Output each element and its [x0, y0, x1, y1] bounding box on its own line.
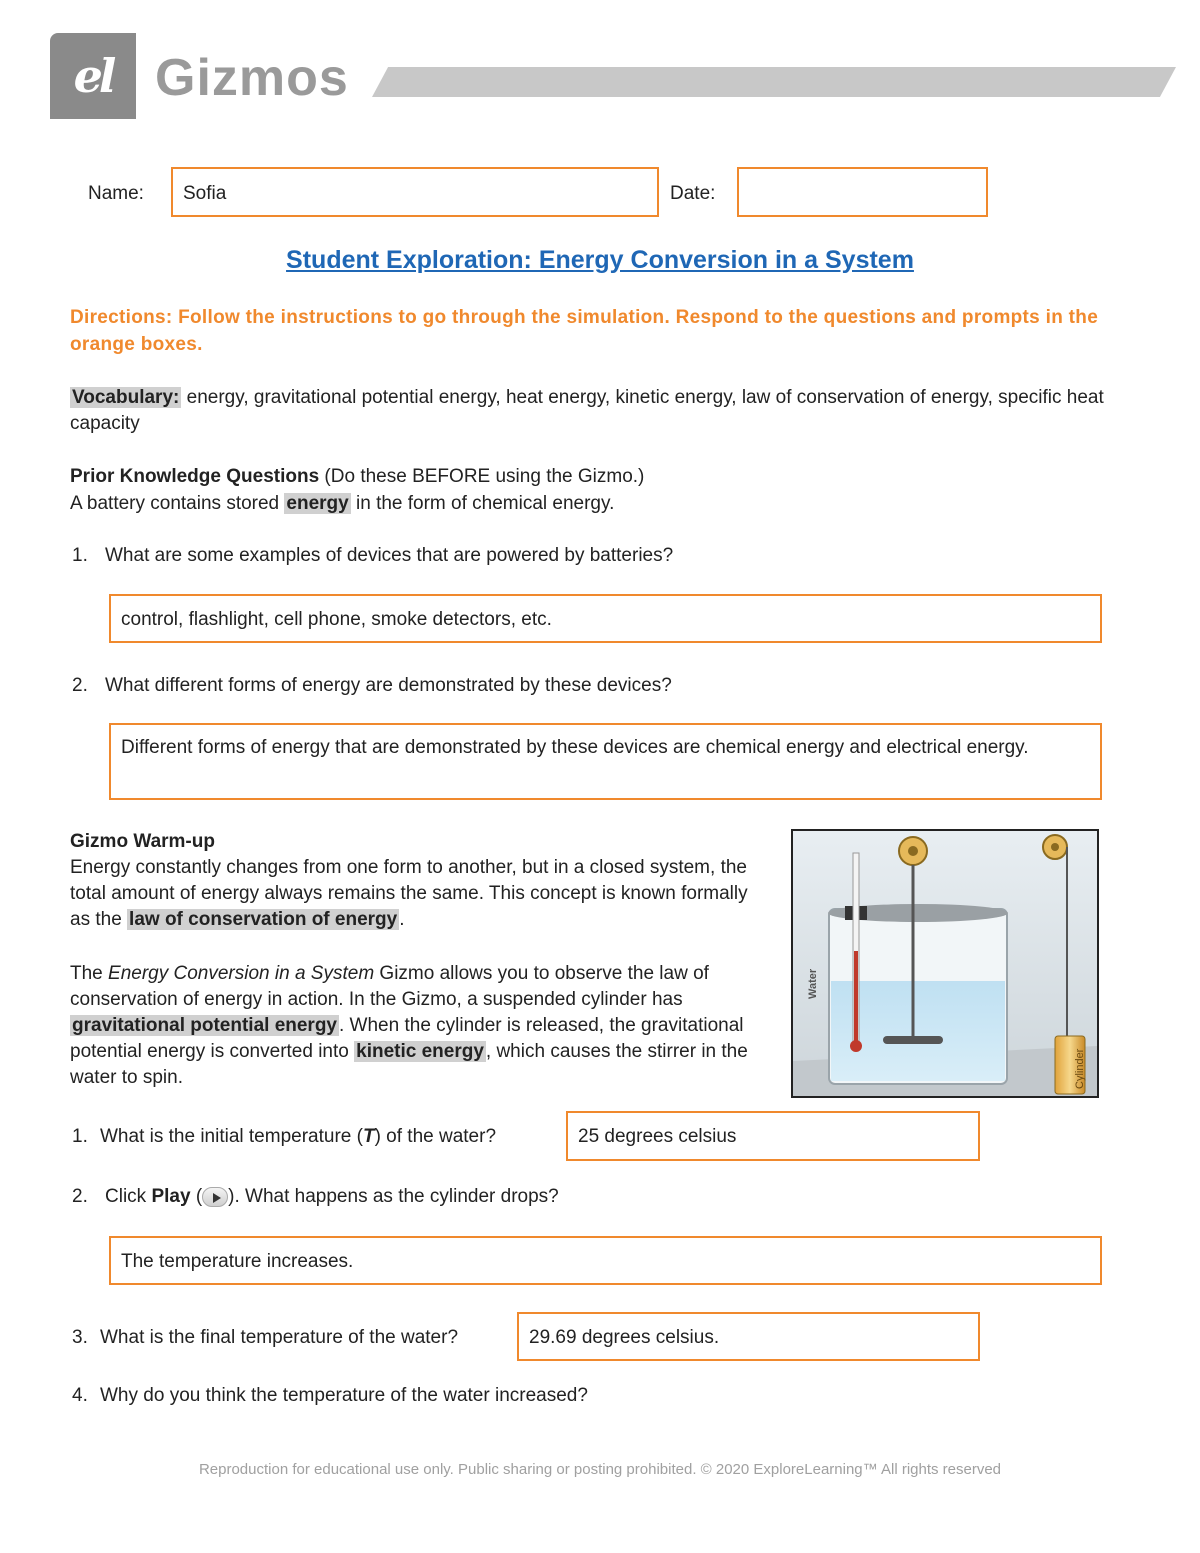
warmup-heading: Gizmo Warm-up: [70, 831, 215, 852]
brand-name: Gizmos: [155, 49, 349, 107]
q1-text-a: What is the initial temperature (: [100, 1126, 363, 1147]
warmup-answer-1[interactable]: 25 degrees celsius: [566, 1111, 980, 1161]
prior-intro: [70, 491, 1130, 517]
vocab-term-energy: energy: [286, 493, 349, 514]
name-label: Name:: [88, 183, 144, 204]
warmup-question-1-number: 1.: [72, 1126, 88, 1147]
warmup-paragraph-2: [70, 961, 780, 1091]
vocab-term-gpe: gravitational potential energy: [72, 1015, 337, 1036]
gizmo-simulation-image: [791, 829, 1099, 1098]
temperature-variable: T: [362, 1126, 375, 1147]
warmup-p1-before: Energy constantly changes from one form to another, but in a closed system, the total amount of energy always remains the same. This concept is known formally as the: [70, 857, 748, 930]
prior-question-1-number: 1.: [72, 545, 88, 566]
q1-text-b: ) of the water?: [374, 1126, 497, 1147]
warmup-question-2: [105, 1184, 559, 1210]
warmup-p2-a: The: [70, 963, 109, 984]
date-field[interactable]: [737, 167, 988, 217]
prior-knowledge-heading: [70, 464, 1130, 490]
prior-question-1: What are some examples of devices that are powered by batteries?: [105, 545, 674, 566]
cylinder-label: Cylinder: [1074, 1048, 1086, 1089]
vocabulary-paragraph: [70, 385, 1130, 437]
prior-heading-note: (Do these BEFORE using the Gizmo.): [319, 466, 645, 487]
warmup-answer-2[interactable]: The temperature increases.: [109, 1236, 1102, 1285]
logo-mark: el: [73, 49, 113, 103]
vocabulary-text: energy, gravitational potential energy, heat energy, kinetic energy, law of conservation of energy, specific heat capacity: [70, 387, 1104, 434]
water-label: Water: [807, 968, 819, 999]
prior-heading: Prior Knowledge Questions: [70, 466, 320, 487]
header-bar: [372, 67, 1176, 97]
vocab-term-conservation: law of conservation of energy: [129, 909, 398, 930]
page-title: Student Exploration: Energy Conversion in a System: [286, 246, 914, 274]
warmup-question-2-number: 2.: [72, 1186, 88, 1207]
warmup-paragraph-1: [70, 855, 770, 933]
warmup-p1-after: .: [399, 909, 405, 930]
prior-answer-1[interactable]: control, flashlight, cell phone, smoke detectors, etc.: [109, 594, 1102, 643]
warmup-p2-c: . When the cylinder is released, the gravitational potential energy is converted into: [70, 1015, 744, 1062]
warmup-question-3-number: 3.: [72, 1327, 88, 1348]
warmup-answer-3[interactable]: 29.69 degrees celsius.: [517, 1312, 980, 1361]
q2-text-c: ). What happens as the cylinder drops?: [228, 1186, 559, 1207]
play-icon: [202, 1187, 228, 1207]
vocabulary-label: Vocabulary:: [72, 387, 180, 408]
warmup-question-1: [100, 1124, 496, 1150]
prior-answer-2[interactable]: Different forms of energy that are demonstrated by these devices are chemical energy and electrical energy.: [109, 723, 1102, 800]
warmup-p2-d: , which causes the stirrer in the water to spin.: [70, 1041, 748, 1088]
prior-question-2-number: 2.: [72, 675, 88, 696]
warmup-question-4: Why do you think the temperature of the water increased?: [100, 1385, 588, 1406]
warmup-question-4-number: 4.: [72, 1385, 88, 1406]
vocab-term-kinetic: kinetic energy: [356, 1041, 484, 1062]
footer-copyright: Reproduction for educational use only. Public sharing or posting prohibited. © 2020 ExploreLearning™ All rights reserved: [198, 1461, 1002, 1478]
date-label: Date:: [670, 183, 716, 204]
q2-text-b: (: [190, 1186, 203, 1207]
play-bold-label: Play: [151, 1186, 191, 1207]
warmup-question-3: What is the final temperature of the water?: [100, 1327, 459, 1348]
name-field[interactable]: Sofia: [171, 167, 659, 217]
prior-question-2: What different forms of energy are demonstrated by these devices?: [105, 675, 672, 696]
directions-text: Directions: Follow the instructions to go through the simulation. Respond to the questions and prompts in the orange boxes.: [70, 307, 1099, 355]
prior-intro-after: in the form of chemical energy.: [350, 493, 615, 514]
q2-text-a: Click: [105, 1186, 152, 1207]
warmup-p2-b: Gizmo allows you to observe the law of conservation of energy in action. In the Gizmo, a suspended cylinder has: [70, 963, 709, 1010]
explorelearning-logo: [50, 33, 136, 119]
gizmo-name-italic: Energy Conversion in a System: [108, 963, 375, 984]
prior-intro-before: A battery contains stored: [70, 493, 285, 514]
